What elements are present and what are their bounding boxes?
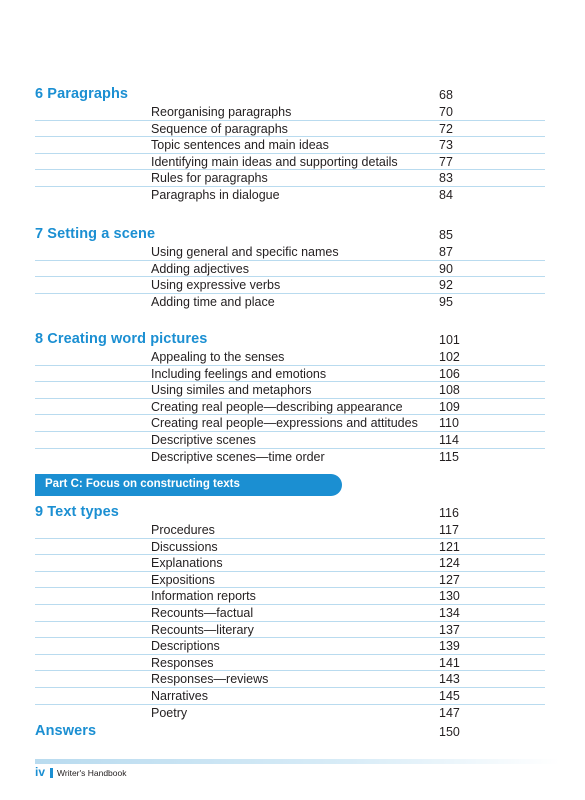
toc-entry[interactable]	[35, 187, 545, 203]
entry-page: 106	[439, 366, 460, 381]
toc-entry[interactable]	[35, 366, 545, 383]
toc-entry[interactable]	[35, 539, 545, 556]
entry-page: 92	[439, 278, 453, 293]
chapter-heading	[35, 331, 545, 349]
entry-page: 102	[439, 350, 460, 364]
entry-title: Identifying main ideas and supporting details	[151, 154, 398, 169]
chapter-heading	[35, 226, 545, 244]
entry-page: 87	[439, 245, 453, 259]
chapter-7	[35, 226, 545, 309]
toc-entry[interactable]	[35, 655, 545, 672]
answers-heading[interactable]	[35, 723, 545, 741]
toc-entry[interactable]	[35, 705, 545, 721]
entry-page: 115	[439, 449, 459, 464]
toc-entry[interactable]	[35, 244, 545, 261]
entry-title: Using general and specific names	[151, 245, 339, 259]
toc-entry[interactable]	[35, 277, 545, 294]
entry-title: Creating real people—expressions and attitudes	[151, 416, 418, 431]
entry-title: Discussions	[151, 539, 218, 554]
entry-title: Narratives	[151, 688, 208, 703]
toc-entry[interactable]	[35, 572, 545, 589]
toc-entry[interactable]	[35, 399, 545, 416]
entry-title: Paragraphs in dialogue	[151, 187, 280, 202]
page-folio: iv	[35, 765, 46, 779]
entry-title: Descriptions	[151, 639, 220, 654]
toc-entry[interactable]	[35, 622, 545, 639]
entry-page: 124	[439, 556, 460, 571]
entry-page: 73	[439, 138, 453, 153]
folio-divider	[50, 768, 53, 778]
entry-title: Procedures	[151, 523, 215, 537]
chapter-page-number: 85	[439, 228, 453, 242]
chapter-9	[35, 504, 545, 720]
answers-title: Answers	[35, 723, 97, 739]
entry-page: 121	[439, 539, 460, 554]
entry-page: 90	[439, 261, 453, 276]
toc-entry[interactable]	[35, 449, 545, 465]
toc-entry[interactable]	[35, 688, 545, 705]
toc-entry[interactable]	[35, 349, 545, 366]
toc-entry[interactable]	[35, 522, 545, 539]
entry-title: Information reports	[151, 589, 256, 604]
entry-page: 134	[439, 605, 460, 620]
entry-page: 70	[439, 105, 453, 119]
entry-title: Including feelings and emotions	[151, 366, 327, 381]
entry-page: 95	[439, 294, 453, 309]
chapter-8	[35, 331, 545, 464]
toc-entry[interactable]	[35, 382, 545, 399]
footer-rule	[35, 759, 560, 764]
entry-title: Recounts—factual	[151, 605, 254, 620]
chapter-page-number: 101	[439, 333, 460, 347]
chapter-title[interactable]: 7 Setting a scene	[35, 226, 156, 242]
entry-page: 109	[439, 399, 460, 414]
entry-page: 83	[439, 171, 453, 186]
entry-title: Responses—reviews	[151, 672, 269, 687]
entry-page: 77	[439, 154, 453, 169]
chapter-title[interactable]: 8 Creating word pictures	[35, 331, 208, 347]
entry-title: Appealing to the senses	[151, 350, 285, 364]
entry-title: Using expressive verbs	[151, 278, 281, 293]
part-banner-label: Part C: Focus on constructing texts	[45, 478, 240, 490]
chapter-6	[35, 86, 545, 203]
entry-page: 127	[439, 572, 460, 587]
answers-page-number: 150	[439, 725, 460, 739]
entry-title: Reorganising paragraphs	[151, 105, 292, 119]
toc-entry[interactable]	[35, 415, 545, 432]
toc-entry[interactable]	[35, 605, 545, 622]
entry-title: Recounts—literary	[151, 622, 254, 637]
entry-title: Explanations	[151, 556, 223, 571]
chapter-title[interactable]: 6 Paragraphs	[35, 86, 129, 102]
entry-title: Adding time and place	[151, 294, 275, 309]
entry-page: 108	[439, 383, 460, 398]
entry-page: 114	[439, 432, 459, 447]
entry-page: 137	[439, 622, 460, 637]
entry-title: Sequence of paragraphs	[151, 121, 288, 136]
toc-entry[interactable]	[35, 104, 545, 121]
entry-page: 72	[439, 121, 453, 136]
part-banner	[35, 474, 342, 496]
entry-title: Expositions	[151, 572, 215, 587]
entry-title: Creating real people—describing appearance	[151, 399, 403, 414]
book-title: Writer's Handbook	[57, 768, 127, 778]
entry-page: 147	[439, 705, 460, 720]
chapter-heading	[35, 86, 545, 104]
entry-title: Using similes and metaphors	[151, 383, 312, 398]
chapter-page-number: 116	[439, 506, 459, 520]
entry-page: 130	[439, 589, 460, 604]
entry-title: Rules for paragraphs	[151, 171, 268, 186]
entry-title: Responses	[151, 655, 214, 670]
entry-title: Poetry	[151, 705, 188, 720]
toc-entry[interactable]	[35, 137, 545, 154]
toc-entry[interactable]	[35, 555, 545, 572]
entry-page: 145	[439, 688, 460, 703]
entry-page: 84	[439, 187, 453, 202]
toc-entry[interactable]	[35, 671, 545, 688]
chapter-page-number: 68	[439, 88, 453, 102]
toc-entry[interactable]	[35, 170, 545, 187]
entry-page: 110	[439, 416, 459, 431]
entry-title: Topic sentences and main ideas	[151, 138, 329, 153]
entry-page: 139	[439, 639, 460, 654]
toc-entry[interactable]	[35, 261, 545, 278]
entry-title: Descriptive scenes	[151, 432, 256, 447]
toc-entry[interactable]	[35, 121, 545, 138]
toc-entry[interactable]	[35, 294, 545, 310]
chapter-title[interactable]: 9 Text types	[35, 504, 119, 520]
toc-entry[interactable]	[35, 588, 545, 605]
toc-entry[interactable]	[35, 432, 545, 449]
page-footer	[35, 759, 560, 781]
entry-title: Adding adjectives	[151, 261, 249, 276]
entry-page: 117	[439, 523, 459, 537]
toc-entry[interactable]	[35, 154, 545, 171]
entry-page: 141	[439, 655, 460, 670]
chapter-heading	[35, 504, 545, 522]
entry-title: Descriptive scenes—time order	[151, 449, 325, 464]
toc-entry[interactable]	[35, 638, 545, 655]
entry-page: 143	[439, 672, 460, 687]
